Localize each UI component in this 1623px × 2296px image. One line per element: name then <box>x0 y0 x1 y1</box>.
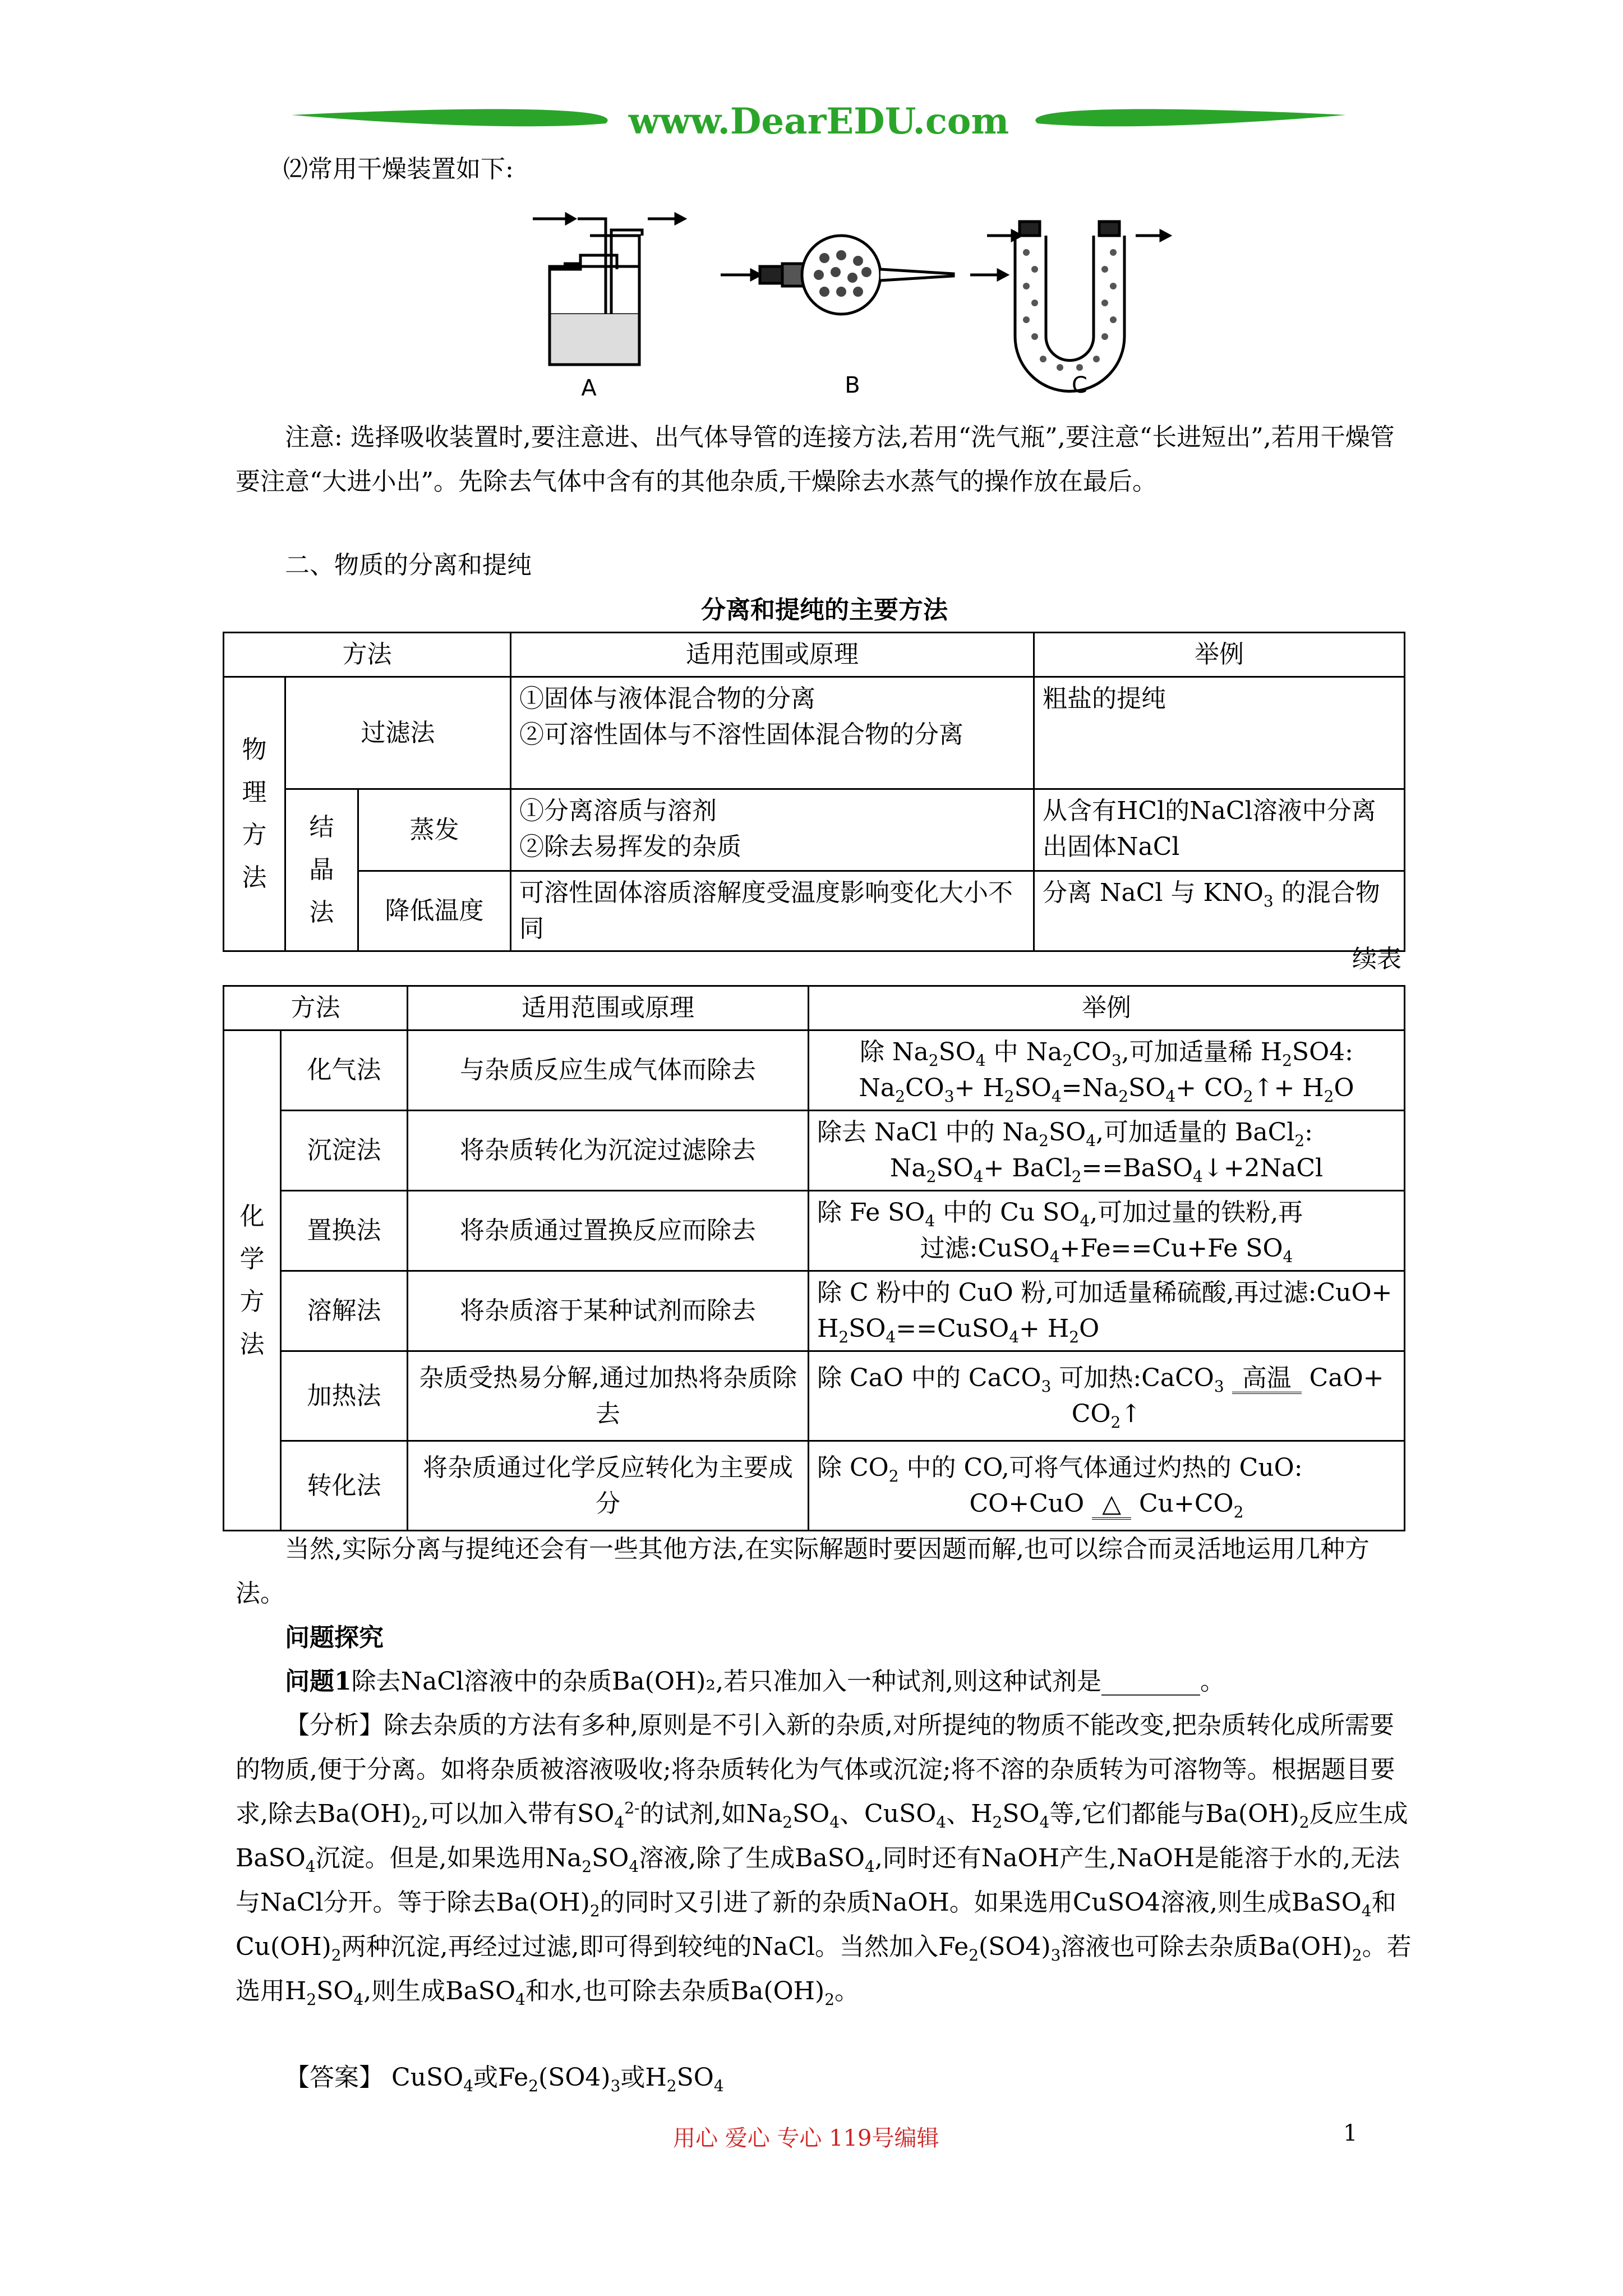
scope-filter: ①固体与液体混合物的分离 ②可溶性固体与不溶性固体混合物的分离 <box>511 677 1034 789</box>
dry-section-title: ⑵常用干燥装置如下: <box>283 155 514 183</box>
drying-apparatus-figure <box>527 202 1189 409</box>
right-swoosh <box>1035 109 1346 127</box>
example-displace: 除 Fe $SO_4$ 中的 Cu $SO_4$,可加过量的铁粉,再 过滤:CuSO$_4$+Fe==Cu+Fe $SO_4$ <box>809 1191 1405 1271</box>
label-a: A <box>581 375 597 401</box>
continued-label: 续表 <box>1352 945 1401 973</box>
example-filter: 粗盐的提纯 <box>1034 677 1405 789</box>
header-scope: 适用范围或原理 <box>511 633 1034 677</box>
scope-precip: 将杂质转化为沉淀过滤除去 <box>408 1111 809 1191</box>
page-number: 1 <box>1343 2120 1358 2146</box>
drying-tube-b <box>721 236 1007 314</box>
method-evap: 蒸发 <box>358 789 511 871</box>
analysis-paragraph: 【分析】除去杂质的方法有多种,原则是不引入新的杂质,对所提纯的物质不能改变,把杂质转化成所需要的物质,便于分离。如将杂质被溶液吸收;将杂质转化为气体或沉淀;将不溶的杂质转为可溶物等。根据题目要求,除去$Ba(OH)_2$,可以加入带有$SO_4^{2-}$的试剂,如$Na_2SO_4$、CuSO$_4$、$H_2SO_4$等,它们都能与$Ba(OH)_2$反应生成BaSO$_4$沉淀。但是,如果选用$Na_2SO_4$溶液,除了生成BaSO$_4$,同时还有NaOH产生,NaOH是能溶于水的,无法与NaCl分开。等于除去$Ba(OH)_2$的同时又引进了新的杂质NaOH。如果选用CuSO4溶液,则生成BaSO$_4$和$Cu(OH)_2$两种沉淀,再经过过滤,即可得到较纯的NaCl。当然加入$Fe_2(SO4)_3$溶液也可除去杂质$Ba(OH)_2$。若选用$H_2SO_4$,则生成BaSO$_4$和水,也可除去杂质$Ba(OH)_2$。 <box>236 1711 1412 2009</box>
left-swoosh <box>292 109 608 127</box>
scope-displace: 将杂质通过置换反应而除去 <box>408 1191 809 1271</box>
label-c: C <box>1072 372 1087 398</box>
method-displace: 置换法 <box>281 1191 408 1271</box>
note-paragraph: 注意: 选择吸收装置时,要注意进、出气体导管的连接方法,若用“洗气瓶”,要注意“长进短出”,若用干燥管要注意“大进小出”。先除去气体中含有的其他杂质,干燥除去水蒸气的操作放在最后。 <box>236 423 1395 496</box>
example-precip: 除去 NaCl 中的 $Na_2SO_4$,可加适量的 BaCl$_2$: $Na_2SO_4+$ BaCl$_2$==BaSO$_4$↓+2NaCl <box>809 1111 1405 1191</box>
separation-table <box>223 632 1405 952</box>
example-heat: 除 CaO 中的 CaCO$_3$ 可加热:CaCO$_3$ 高温 CaO+ $CO_2↑$ <box>809 1351 1405 1441</box>
group-chemical: 化学方法 <box>224 1030 281 1531</box>
example-evap: 从含有HCl的NaCl溶液中分离出固体NaCl <box>1034 789 1405 871</box>
question-1: 问题1除去NaCl溶液中的杂质Ba(OH)₂,若只准加入一种试剂,则这种试剂是________。 <box>285 1667 1225 1696</box>
explore-heading: 问题探究 <box>285 1623 384 1652</box>
site-name: www.DearEDU.com <box>628 100 1009 142</box>
method-precip: 沉淀法 <box>281 1111 408 1191</box>
scope-heat: 杂质受热易分解,通过加热将杂质除去 <box>408 1351 809 1441</box>
answer-line: 【答案】 CuSO$_4$或$Fe_2(SO4)_3$或$H_2SO_4$ <box>285 2063 724 2095</box>
group-physical: 物理方法 <box>224 677 285 951</box>
method-cryst: 结晶法 <box>285 789 358 951</box>
scope-gas: 与杂质反应生成气体而除去 <box>408 1030 809 1111</box>
scope-cool: 可溶性固体溶质溶解度受温度影响变化大小不同 <box>511 871 1034 951</box>
method-heat: 加热法 <box>281 1351 408 1441</box>
chemical-table <box>223 985 1405 1531</box>
example-dissolve: 除 C 粉中的 CuO 粉,可加适量稀硫酸,再过滤:CuO+ $H_2SO_4==CuSO_4+ H_2O$ <box>809 1271 1405 1351</box>
method-dissolve: 溶解法 <box>281 1271 408 1351</box>
washing-bottle-a <box>533 214 684 365</box>
label-b: B <box>845 372 860 398</box>
method-convert: 转化法 <box>281 1441 408 1531</box>
section-2-heading: 二、物质的分离和提纯 <box>285 551 532 579</box>
header-scope-2: 适用范围或原理 <box>408 986 809 1030</box>
table1-title: 分离和提纯的主要方法 <box>701 596 948 624</box>
closing-paragraph: 当然,实际分离与提纯还会有一些其他方法,在实际解题时要因题而解,也可以综合而灵活地运用几种方法。 <box>236 1535 1370 1608</box>
scope-evap: ①分离溶质与溶剂 ②除去易挥发的杂质 <box>511 789 1034 871</box>
example-convert: 除 $CO_2$ 中的 CO,可将气体通过灼热的 CuO: CO+CuO △ $Cu+CO_2$ <box>809 1441 1405 1531</box>
header-banner <box>292 90 1346 151</box>
header-method: 方法 <box>224 633 511 677</box>
scope-convert: 将杂质通过化学反应转化为主要成分 <box>408 1441 809 1531</box>
example-gas: 除 $Na_2SO_4$ 中 $Na_2CO_3$,可加适量稀 $H_2SO4$: $Na_2CO_3+ H_2SO_4=Na_2SO_4+$ $CO_2↑+ H_2O$ <box>809 1030 1405 1111</box>
header-method-2: 方法 <box>224 986 408 1030</box>
example-cool: 分离 NaCl 与 $KNO_3$ 的混合物 <box>1034 871 1405 951</box>
header-example-2: 举例 <box>809 986 1405 1030</box>
method-filter: 过滤法 <box>285 677 511 789</box>
u-tube-c <box>987 222 1169 392</box>
header-example: 举例 <box>1034 633 1405 677</box>
footer-center: 用心 爱心 专心 119号编辑 <box>673 2125 939 2151</box>
scope-dissolve: 将杂质溶于某种试剂而除去 <box>408 1271 809 1351</box>
method-gas: 化气法 <box>281 1030 408 1111</box>
method-cool: 降低温度 <box>358 871 511 951</box>
